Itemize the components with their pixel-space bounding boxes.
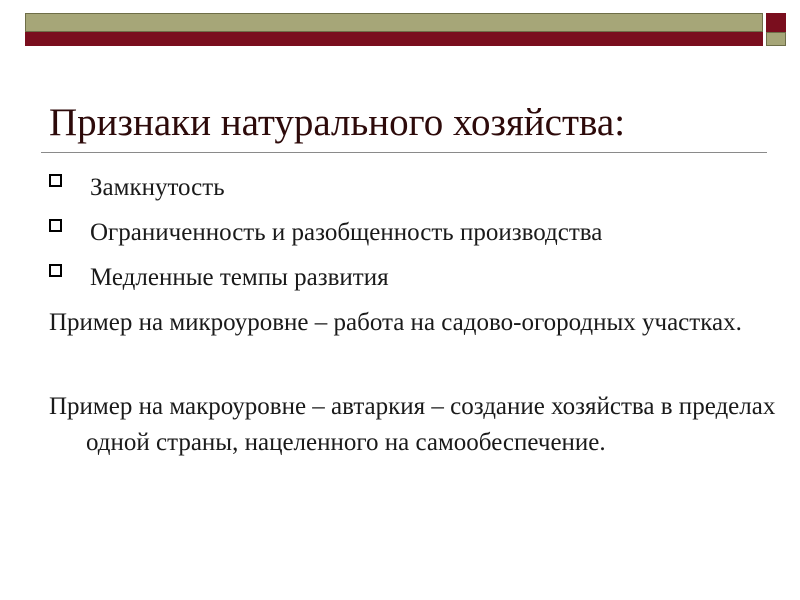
header-corner-maroon [766,13,786,32]
example-macro-level: Пример на макроуровне – автаркия – создание хозяйства в пределах одной страны, нацеленного на самообеспечение. [49,393,776,456]
header-corner-olive [766,32,786,46]
hollow-square-bullet-icon [49,174,62,187]
bullet-list [49,165,769,300]
bullet-item [49,165,769,210]
slide-title: Признаки натурального хозяйства: [49,101,626,144]
bullet-text: Ограниченность и разобщенность производства [90,219,603,246]
bullet-item [49,255,769,300]
bullet-item [49,210,769,255]
hollow-square-bullet-icon [49,219,62,232]
title-divider [41,152,767,153]
example-micro-level: Пример на микроуровне – работа на садово-огородных участках. [49,309,742,336]
bullet-text: Медленные темпы развития [90,264,389,291]
header-bar-maroon [25,32,763,46]
bullet-text: Замкнутость [90,174,225,201]
header-bar-olive [25,13,763,32]
hollow-square-bullet-icon [49,264,62,277]
